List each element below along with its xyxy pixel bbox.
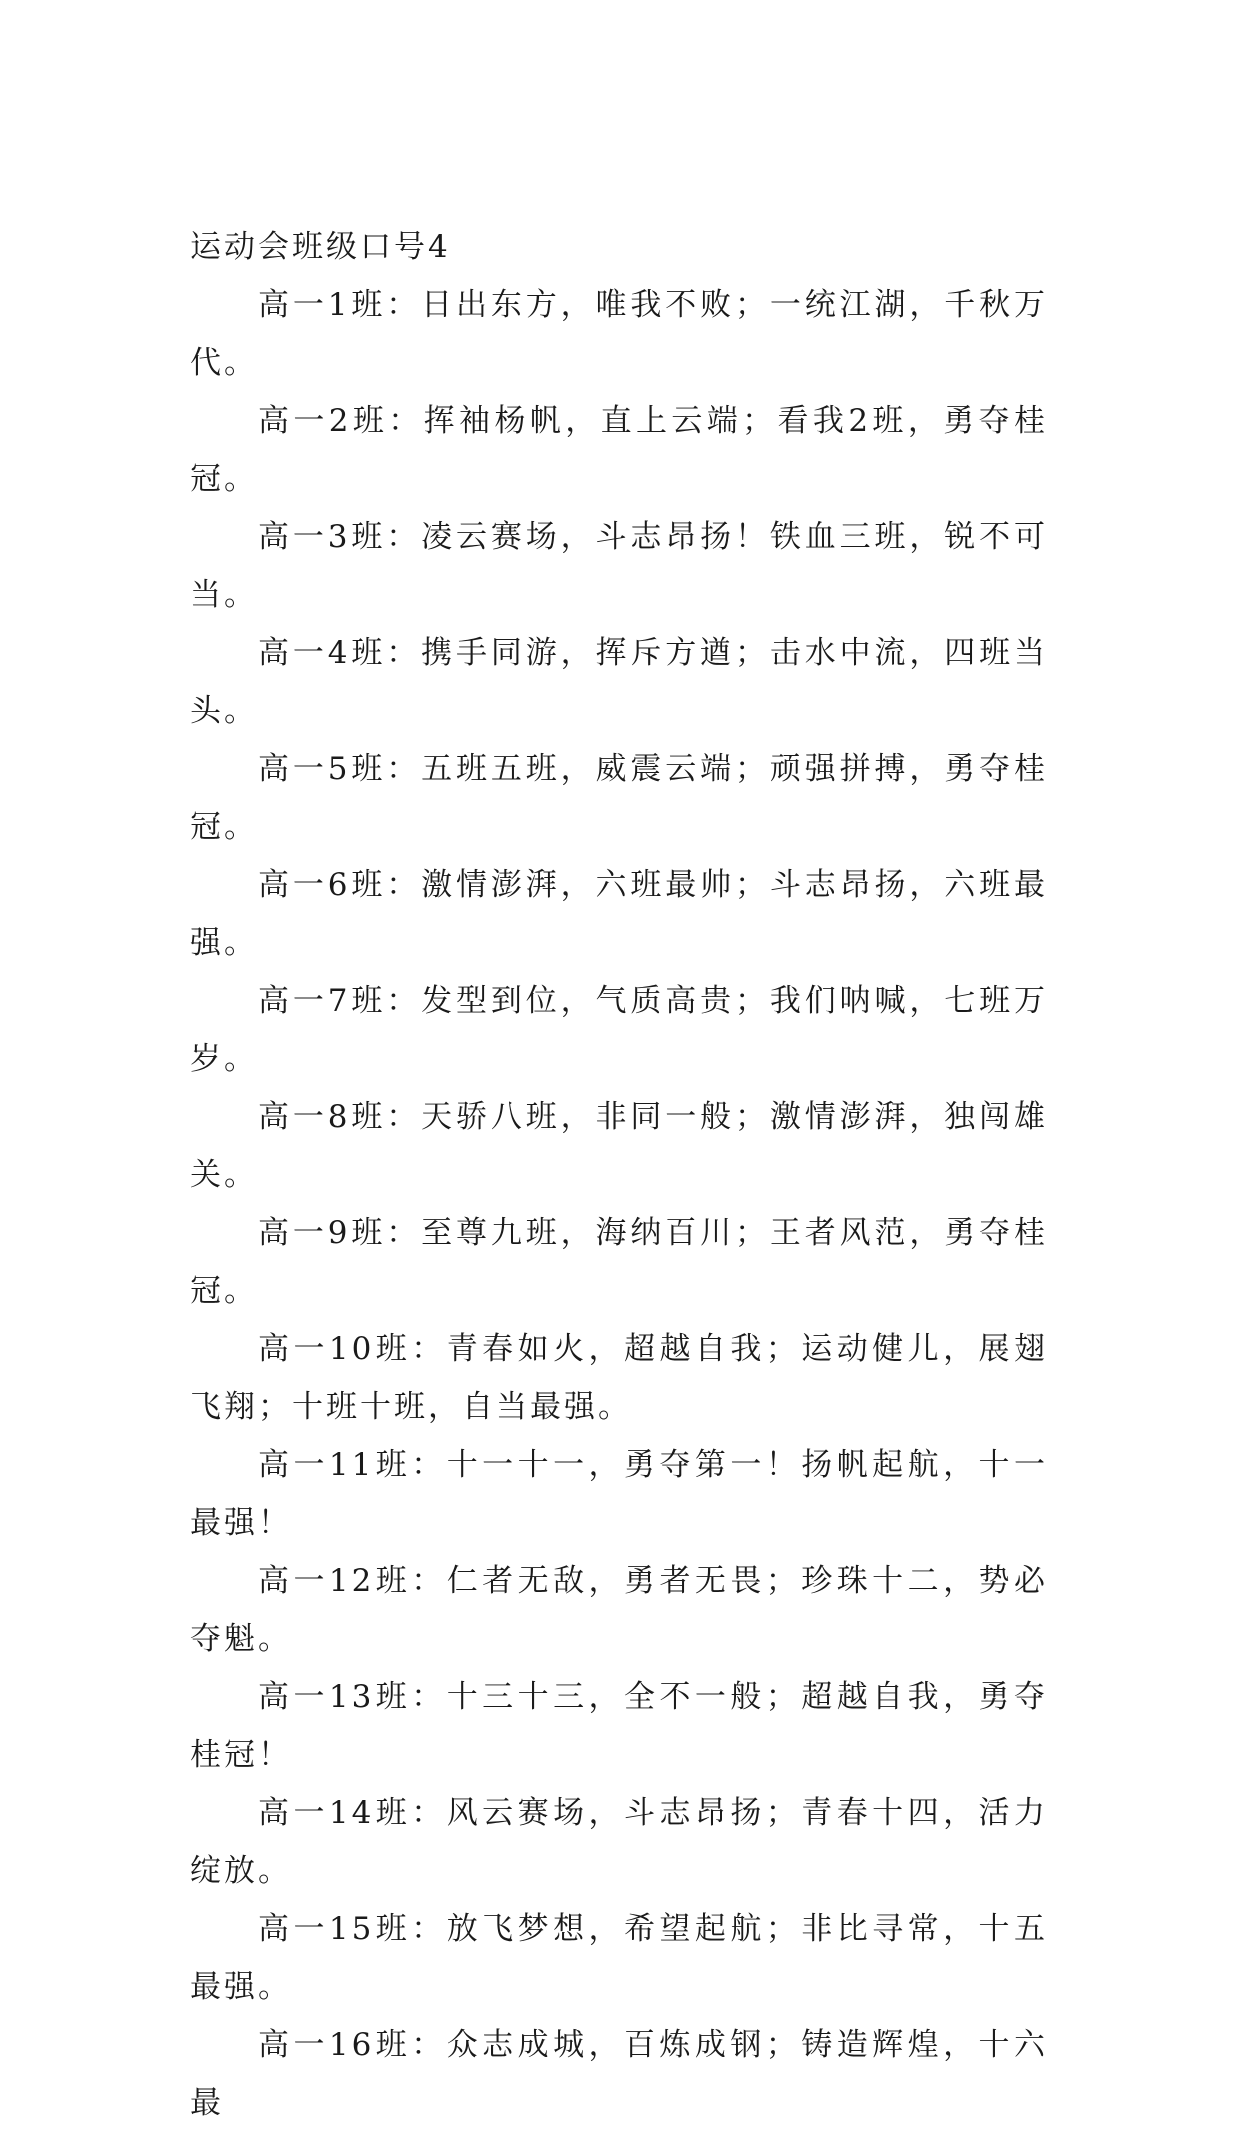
slogan-paragraph: 高一11班：十一十一，勇夺第一！扬帆起航，十一最强！ — [190, 1447, 1048, 1541]
slogan-paragraph: 高一1班：日出东方，唯我不败；一统江湖，千秋万代。 — [190, 287, 1048, 381]
slogan-paragraph: 高一5班：五班五班，威震云端；顽强拼搏，勇夺桂冠。 — [190, 751, 1048, 845]
document-body — [190, 218, 1048, 2132]
document-title: 运动会班级口号4 — [190, 229, 451, 265]
slogan-paragraph: 高一12班：仁者无敌，勇者无畏；珍珠十二，势必夺魁。 — [190, 1563, 1048, 1657]
slogan-paragraph: 高一7班：发型到位，气质高贵；我们呐喊，七班万岁。 — [190, 983, 1048, 1077]
slogan-paragraph: 高一6班：激情澎湃，六班最帅；斗志昂扬，六班最强。 — [190, 867, 1048, 961]
slogan-paragraph: 高一8班：天骄八班，非同一般；激情澎湃，独闯雄关。 — [190, 1099, 1048, 1193]
slogan-list — [190, 276, 1048, 2132]
slogan-paragraph: 高一9班：至尊九班，海纳百川；王者风范，勇夺桂冠。 — [190, 1215, 1048, 1309]
slogan-paragraph: 高一10班：青春如火，超越自我；运动健儿，展翅飞翔；十班十班，自当最强。 — [190, 1331, 1048, 1425]
slogan-paragraph: 高一3班：凌云赛场，斗志昂扬！铁血三班，锐不可当。 — [190, 519, 1048, 613]
slogan-paragraph: 高一4班：携手同游，挥斥方遒；击水中流，四班当头。 — [190, 635, 1048, 729]
slogan-paragraph: 高一16班：众志成城，百炼成钢；铸造辉煌，十六最 — [190, 2027, 1048, 2121]
slogan-paragraph: 高一14班：风云赛场，斗志昂扬；青春十四，活力绽放。 — [190, 1795, 1048, 1889]
slogan-paragraph: 高一13班：十三十三，全不一般；超越自我，勇夺桂冠！ — [190, 1679, 1048, 1773]
slogan-paragraph: 高一2班：挥袖杨帆，直上云端；看我2班，勇夺桂冠。 — [190, 403, 1048, 497]
slogan-paragraph: 高一15班：放飞梦想，希望起航；非比寻常，十五最强。 — [190, 1911, 1048, 2005]
